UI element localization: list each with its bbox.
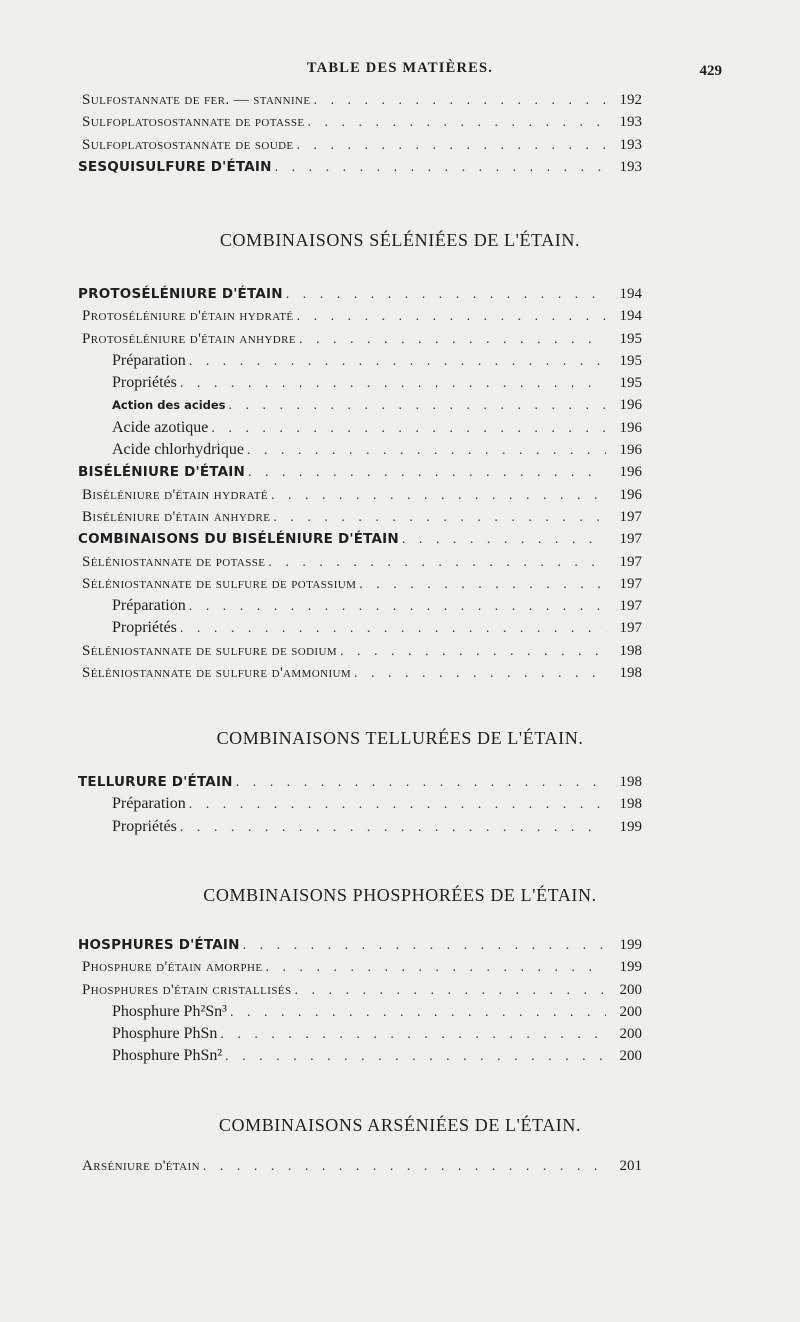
toc-entry-label: Phosphure PhSn xyxy=(112,1025,218,1043)
toc-entry xyxy=(78,1155,642,1177)
toc-entry-page: 198 xyxy=(619,796,642,813)
page-number: 429 xyxy=(699,63,722,79)
toc-entry-label: Protoséléniure d'étain hydraté xyxy=(82,308,294,325)
toc-entry-label: Acide azotique xyxy=(112,418,209,436)
toc-entry-label: Biséléniure d'étain anhydre xyxy=(82,508,271,525)
dot-leader xyxy=(297,135,606,156)
dot-leader xyxy=(294,980,606,1001)
section-title-arsenic: COMBINAISONS ARSÉNIÉES DE L'ÉTAIN. xyxy=(218,1115,582,1135)
toc-entry xyxy=(78,934,642,956)
toc-entry-page: 197 xyxy=(619,508,642,525)
toc-entry-label: HOSPHURES D'ÉTAIN xyxy=(78,937,240,953)
dot-leader xyxy=(203,1156,606,1177)
toc-entry xyxy=(78,156,642,178)
toc-entry-label: Préparation xyxy=(112,597,186,615)
toc-entry-label: Séléniostannate de sulfure de sodium xyxy=(82,642,338,659)
dot-leader xyxy=(243,935,606,956)
toc-entry xyxy=(78,771,642,793)
toc-entry xyxy=(78,640,642,662)
toc-entry-page: 194 xyxy=(619,286,642,302)
toc-entry-label: Action des acides xyxy=(112,398,226,413)
toc-entry-label: Propriétés xyxy=(112,619,177,637)
toc-entry-label: BISÉLÉNIURE D'ÉTAIN xyxy=(78,464,245,481)
dot-leader xyxy=(180,373,606,394)
dot-leader xyxy=(230,1002,606,1023)
dot-leader xyxy=(354,663,606,684)
running-head xyxy=(0,60,800,80)
toc-entry-label: Phosphure PhSn² xyxy=(112,1047,223,1065)
toc-section-tellurium xyxy=(78,771,642,838)
dot-leader xyxy=(180,618,606,639)
toc-entry-page: 200 xyxy=(619,1026,642,1043)
toc-entry xyxy=(78,1023,642,1045)
toc-entry-label: COMBINAISONS DU BISÉLÉNIURE D'ÉTAIN xyxy=(78,531,399,548)
toc-entry-page: 199 xyxy=(619,959,642,976)
dot-leader xyxy=(247,440,606,461)
dot-leader xyxy=(307,112,606,133)
dot-leader xyxy=(248,462,606,483)
dot-leader xyxy=(299,329,606,350)
dot-leader xyxy=(402,529,606,550)
running-title: TABLE DES MATIÈRES. xyxy=(306,60,494,76)
toc-entry-page: 200 xyxy=(619,981,642,998)
toc-entry-label: Biséléniure d'étain hydraté xyxy=(82,486,268,503)
dot-leader xyxy=(189,794,606,815)
toc-entry-page: 197 xyxy=(619,553,642,570)
dot-leader xyxy=(229,395,606,416)
toc-entry-page: 196 xyxy=(619,419,642,436)
dot-leader xyxy=(189,596,606,617)
toc-section-phosphorus xyxy=(78,934,642,1068)
toc-entry-page: 195 xyxy=(619,330,642,347)
toc-entry-label: Séléniostannate de sulfure d'ammonium xyxy=(82,665,352,682)
section-title-selenium: COMBINAISONS SÉLÉNIÉES DE L'ÉTAIN. xyxy=(219,230,581,250)
toc-entry-page: 198 xyxy=(619,642,642,659)
toc-entry xyxy=(78,134,642,156)
toc-entry-label: Sulfoplatosostannate de potasse xyxy=(82,114,305,131)
toc-entry xyxy=(78,1001,642,1023)
section-title-tellurium: COMBINAISONS TELLURÉES DE L'ÉTAIN. xyxy=(216,728,584,748)
toc-entry-page: 198 xyxy=(619,774,642,790)
dot-leader xyxy=(189,351,606,372)
dot-leader xyxy=(211,418,606,439)
dot-leader xyxy=(297,306,606,327)
toc-entry-page: 196 xyxy=(619,397,642,414)
toc-entry-label: Phosphure Ph²Sn³ xyxy=(112,1002,227,1020)
toc-section-arsenic xyxy=(78,1155,642,1177)
toc-entry-label: Phosphure d'étain amorphe xyxy=(82,959,263,976)
dot-leader xyxy=(271,485,606,506)
toc-entry xyxy=(78,506,642,528)
toc-entry-label: TELLURURE D'ÉTAIN xyxy=(78,774,233,790)
toc-entry-page: 195 xyxy=(619,375,642,392)
toc-entry-label: Propriétés xyxy=(112,817,177,835)
toc-entry xyxy=(78,793,642,815)
toc-entry-page: 197 xyxy=(619,620,642,637)
toc-entry-page: 196 xyxy=(619,442,642,459)
toc-entry-page: 195 xyxy=(619,352,642,369)
toc-entry-label: Sulfoplatosostannate de soude xyxy=(82,136,294,153)
dot-leader xyxy=(236,772,606,793)
dot-leader xyxy=(225,1046,606,1067)
dot-leader xyxy=(359,574,606,595)
dot-leader xyxy=(275,157,606,178)
toc-entry-page: 197 xyxy=(619,598,642,615)
toc-entry-label: Préparation xyxy=(112,795,186,813)
toc-entry xyxy=(78,595,642,617)
toc-entry-page: 193 xyxy=(619,158,642,175)
toc-entry-page: 200 xyxy=(619,1003,642,1020)
toc-entry xyxy=(78,394,642,416)
toc-entry xyxy=(78,439,642,461)
toc-entry xyxy=(78,350,642,372)
toc-entry-label: Phosphures d'étain cristallisés xyxy=(82,981,292,998)
toc-entry xyxy=(78,617,642,639)
toc-entry-page: 196 xyxy=(619,486,642,503)
toc-entry xyxy=(78,417,642,439)
toc-top-block xyxy=(78,89,642,178)
toc-entry-label: Séléniostannate de sulfure de potassium xyxy=(82,575,357,592)
toc-entry xyxy=(78,979,642,1001)
toc-entry xyxy=(78,551,642,573)
toc-entry-page: 199 xyxy=(619,818,642,835)
toc-entry-page: 193 xyxy=(619,136,642,153)
section-title-phosphorus: COMBINAISONS PHOSPHORÉES DE L'ÉTAIN. xyxy=(203,885,597,905)
toc-entry-page: 193 xyxy=(619,114,642,131)
toc-entry-label: Propriétés xyxy=(112,374,177,392)
toc-entry xyxy=(78,662,642,684)
toc-entry-label: Préparation xyxy=(112,351,186,369)
dot-leader xyxy=(220,1024,606,1045)
toc-entry xyxy=(78,372,642,394)
dot-leader xyxy=(314,90,606,111)
toc-entry-page: 197 xyxy=(619,531,642,548)
toc-entry-page: 198 xyxy=(619,665,642,682)
toc-section-selenium xyxy=(78,283,642,684)
toc-entry xyxy=(78,283,642,305)
toc-entry-label: Acide chlorhydrique xyxy=(112,441,244,459)
toc-entry-label: SESQUISULFURE D'ÉTAIN xyxy=(78,158,272,175)
toc-entry xyxy=(78,1045,642,1067)
dot-leader xyxy=(273,507,606,528)
toc-entry xyxy=(78,528,642,550)
toc-entry-label: Séléniostannate de potasse xyxy=(82,553,266,570)
toc-entry xyxy=(78,305,642,327)
toc-entry-page: 200 xyxy=(619,1048,642,1065)
toc-entry-label: PROTOSÉLÉNIURE D'ÉTAIN xyxy=(78,286,283,302)
toc-entry xyxy=(78,956,642,978)
dot-leader xyxy=(340,641,606,662)
toc-entry-page: 201 xyxy=(619,1158,642,1174)
dot-leader xyxy=(180,817,606,838)
dot-leader xyxy=(268,552,606,573)
toc-entry xyxy=(78,484,642,506)
toc-entry-page: 192 xyxy=(619,92,642,108)
toc-entry-label: Protoséléniure d'étain anhydre xyxy=(82,330,296,347)
toc-entry xyxy=(78,89,642,111)
toc-entry xyxy=(78,111,642,133)
toc-entry xyxy=(78,816,642,838)
toc-entry xyxy=(78,461,642,483)
dot-leader xyxy=(286,284,606,305)
toc-entry xyxy=(78,573,642,595)
toc-entry-page: 194 xyxy=(619,308,642,325)
toc-entry-page: 197 xyxy=(619,575,642,592)
toc-entry xyxy=(78,328,642,350)
toc-entry-page: 199 xyxy=(619,937,642,953)
toc-entry-label: Arséniure d'étain xyxy=(82,1158,200,1174)
toc-entry-page: 196 xyxy=(619,464,642,481)
toc-entry-label: Sulfostannate de fer. — stannine xyxy=(82,92,311,108)
dot-leader xyxy=(265,957,606,978)
